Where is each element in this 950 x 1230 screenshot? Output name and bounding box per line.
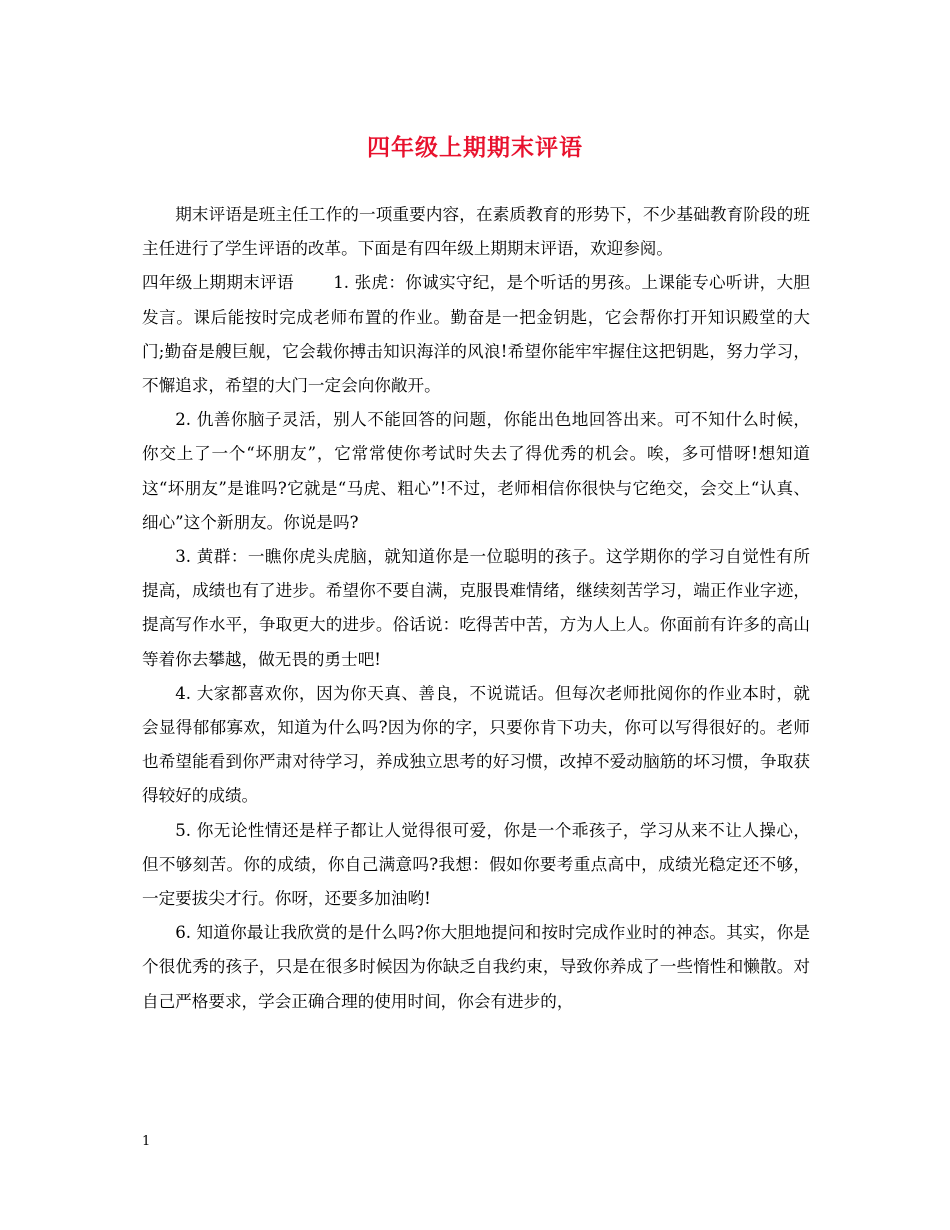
document-title: 四年级上期期末评语 — [367, 134, 583, 161]
document-body — [142, 198, 810, 1019]
paragraph-intro: 期末评语是班主任工作的一项重要内容，在素质教育的形势下，不少基础教育阶段的班主任进行了学生评语的改革。下面是有四年级上期期末评语，欢迎参阅。 — [142, 205, 810, 259]
paragraph-comment-1: 四年级上期期末评语 1. 张虎：你诚实守纪，是个听话的男孩。上课能专心听讲，大胆发言。课后能按时完成老师布置的作业。勤奋是一把金钥匙，它会帮你打开知识殿堂的大门;勤奋是艘巨舰，它会载你搏击知识海洋的风浪!希望你能牢牢握住这把钥匙，努力学习，不懈追求，希望的大门一定会向你敞开。 — [142, 273, 810, 396]
paragraph-comment-3: 3. 黄群：一瞧你虎头虎脑，就知道你是一位聪明的孩子。这学期你的学习自觉性有所提高，成绩也有了进步。希望你不要自满，克服畏难情绪，继续刻苦学习，端正作业字迹，提高写作水平，争取更大的进步。俗话说：吃得苦中苦，方为人上人。你面前有许多的高山等着你去攀越，做无畏的勇士吧! — [142, 547, 810, 669]
page-number: 1 — [142, 1134, 151, 1149]
paragraph-comment-4: 4. 大家都喜欢你，因为你天真、善良，不说谎话。但每次老师批阅你的作业本时，就会显得郁郁寡欢，知道为什么吗?因为你的字，只要你肯下功夫，你可以写得很好的。老师也希望能看到你严肃对待学习，养成独立思考的好习惯，改掉不爱动脑筋的坏习惯，争取获得较好的成绩。 — [142, 683, 810, 806]
paragraph-comment-6: 6. 知道你最让我欣赏的是什么吗?你大胆地提问和按时完成作业时的神态。其实，你是个很优秀的孩子，只是在很多时候因为你缺乏自我约束，导致你养成了一些惰性和懒散。对自己严格要求，学会正确合理的使用时间，你会有进步的， — [142, 923, 810, 1011]
paragraph-comment-2: 2. 仇善你脑子灵活，别人不能回答的问题，你能出色地回答出来。可不知什么时候，你交上了一个“坏朋友”，它常常使你考试时失去了得优秀的机会。唉，多可惜呀!想知道这“坏朋友”是谁吗?它就是“马虎、粗心”!不过，老师相信你很快与它绝交，会交上“认真、细心”这个新朋友。你说是吗? — [142, 410, 810, 532]
paragraph-comment-5: 5. 你无论性情还是样子都让人觉得很可爱，你是一个乖孩子，学习从来不让人操心，但不够刻苦。你的成绩，你自己满意吗?我想：假如你要考重点高中，成绩光稳定还不够，一定要拔尖才行。你呀，还要多加油哟! — [142, 820, 810, 909]
